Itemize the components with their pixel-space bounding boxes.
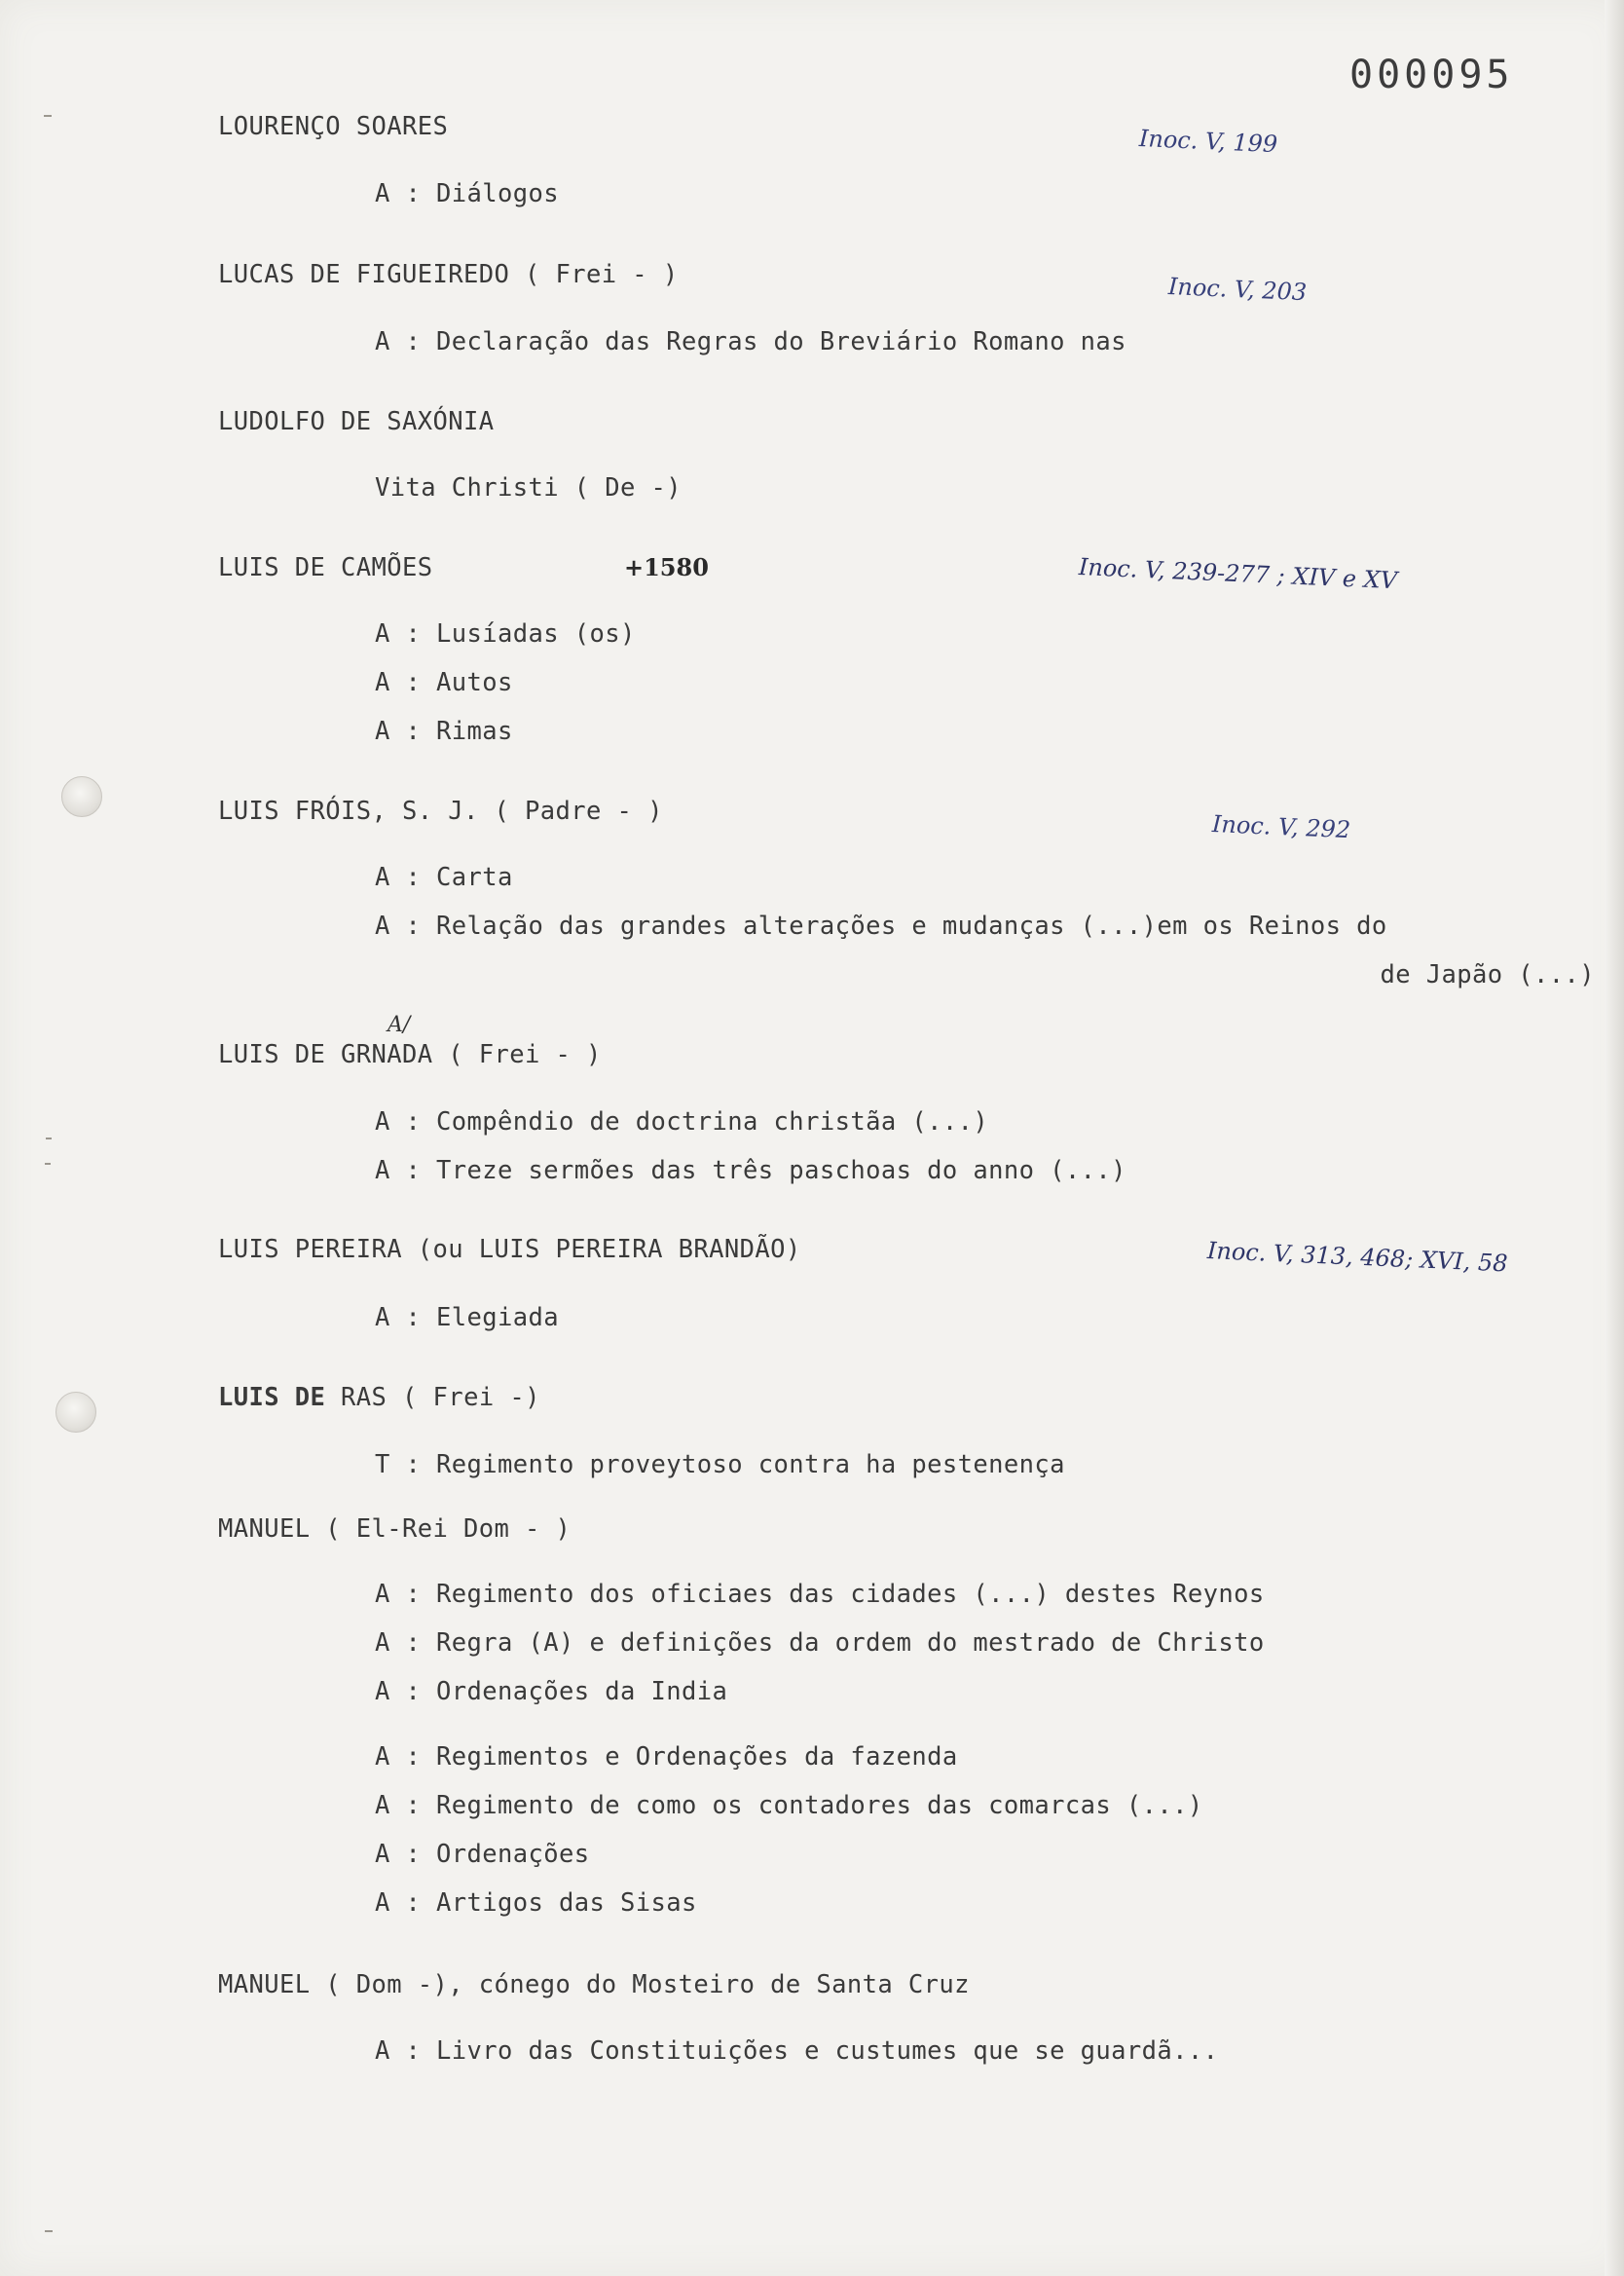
work-entry: A : Rimas	[375, 717, 513, 746]
handwritten-correction: A/	[388, 1013, 411, 1037]
work-entry: A : Ordenações da India	[375, 1677, 728, 1706]
punch-hole-top	[61, 776, 102, 817]
handwritten-reference: Inoc. V, 239-277 ; XIV e XV	[1078, 553, 1398, 595]
author-heading: LUDOLFO DE SAXÓNIA	[218, 407, 495, 436]
work-entry: A : Treze sermões das três paschoas do anno (...)	[375, 1156, 1126, 1185]
handwritten-year: +1580	[624, 553, 709, 581]
margin-mark	[46, 1138, 52, 1139]
paper-edge-shadow	[1605, 0, 1624, 2276]
work-entry: Vita Christi ( De -)	[375, 473, 683, 503]
handwritten-reference: Inoc. V, 203	[1167, 273, 1308, 307]
author-heading-bold: LUIS DE	[218, 1383, 326, 1412]
author-heading: LUIS PEREIRA (ou LUIS PEREIRA BRANDÃO)	[218, 1235, 801, 1264]
author-heading-rest: RAS ( Frei -)	[341, 1383, 540, 1412]
author-heading: LUCAS DE FIGUEIREDO ( Frei - )	[218, 260, 679, 289]
margin-mark	[45, 1163, 51, 1165]
work-entry: A : Diálogos	[375, 179, 560, 208]
work-entry: A : Elegiada	[375, 1303, 560, 1332]
handwritten-reference: Inoc. V, 313, 468; XVI, 58	[1206, 1237, 1509, 1278]
punch-hole-bottom	[55, 1392, 96, 1433]
work-entry: A : Lusíadas (os)	[375, 619, 636, 649]
author-heading: LUIS DE CAMÕES	[218, 553, 433, 582]
author-heading: LOURENÇO SOARES	[218, 112, 449, 141]
work-entry: A : Compêndio de doctrina christãa (...)	[375, 1107, 989, 1137]
work-entry: A : Regimentos e Ordenações da fazenda	[375, 1742, 958, 1772]
author-heading: LUIS FRÓIS, S. J. ( Padre - )	[218, 797, 663, 826]
work-entry: A : Autos	[375, 668, 513, 697]
margin-mark	[45, 2230, 53, 2232]
work-entry: A : Relação das grandes alterações e mudanças (...)em os Reinos do	[375, 912, 1387, 941]
work-entry: A : Regimento dos oficiaes das cidades (...) destes Reynos	[375, 1580, 1265, 1609]
margin-mark	[44, 115, 52, 117]
author-heading: MANUEL ( Dom -), cónego do Mosteiro de Santa Cruz	[218, 1970, 970, 1999]
work-entry: A : Livro das Constituições e custumes que se guardã...	[375, 2036, 1219, 2066]
work-entry: A : Regra (A) e definições da ordem do mestrado de Christo	[375, 1628, 1265, 1658]
author-heading: MANUEL ( El-Rei Dom - )	[218, 1514, 572, 1544]
work-entry: A : Declaração das Regras do Breviário Romano nas	[375, 327, 1126, 356]
work-entry: T : Regimento proveytoso contra ha pestenença	[375, 1450, 1065, 1479]
work-entry: A : Regimento de como os contadores das comarcas (...)	[375, 1791, 1203, 1820]
handwritten-reference: Inoc. V, 292	[1211, 810, 1351, 844]
work-entry-continuation: de Japão (...)	[1380, 960, 1595, 989]
author-heading	[218, 1383, 540, 1412]
handwritten-reference: Inoc. V, 199	[1138, 125, 1278, 159]
work-entry: A : Artigos das Sisas	[375, 1888, 697, 1918]
work-entry: A : Ordenações	[375, 1840, 590, 1869]
author-heading: LUIS DE GRNADA ( Frei - )	[218, 1040, 602, 1069]
work-entry: A : Carta	[375, 863, 513, 892]
document-number: 000095	[1349, 53, 1514, 97]
